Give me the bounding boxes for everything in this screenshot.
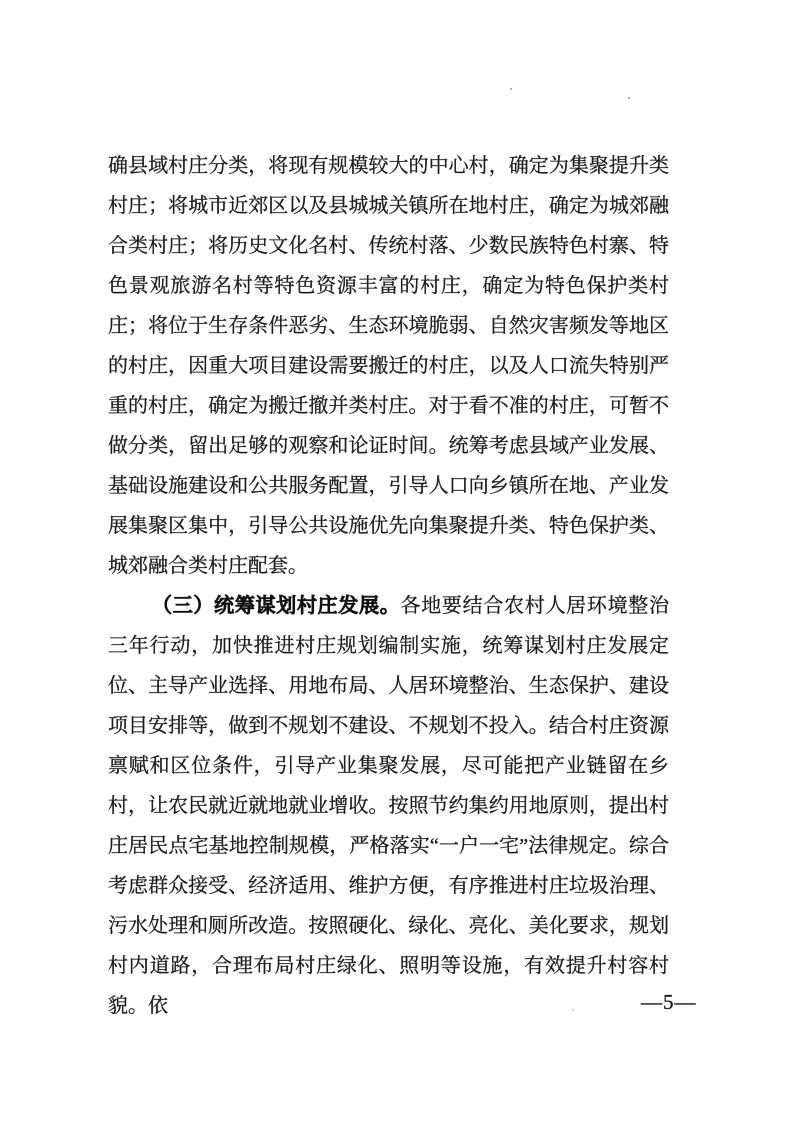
scan-artifact xyxy=(628,97,630,99)
page-number: —5— xyxy=(641,990,697,1014)
scan-artifact xyxy=(510,88,512,90)
section-3-heading: （三）统筹谋划村庄发展。 xyxy=(152,595,401,617)
paragraph-continuation xyxy=(108,146,669,586)
paragraph-continuation-text: 确县域村庄分类，将现有规模较大的中心村，确定为集聚提升类村庄；将城市近郊区以及县城城关镇所在地村庄，确定为城郊融合类村庄；将历史文化名村、传统村落、少数民族特色村寨、特色景观旅游名村等特色资源丰富的村庄，确定为特色保护类村庄；将位于生存条件恶劣、生态环境脆弱、自然灾害频发等地区的村庄，因重大项目建设需要搬迁的村庄，以及人口流失特别严重的村庄，确定为搬迁撤并类村庄。对于看不准的村庄，可暂不做分类，留出足够的观察和论证时间。统筹考虑县域产业发展、基础设施建设和公共服务配置，引导人口向乡镇所在地、产业发展集聚区集中，引导公共设施优先向集聚提升类、特色保护类、城郊融合类村庄配套。 xyxy=(108,155,669,577)
text-block xyxy=(108,146,669,1026)
paragraph-section-3 xyxy=(108,586,669,1026)
paragraph-section-3-text: 各地要结合农村人居环境整治三年行动，加快推进村庄规划编制实施，统筹谋划村庄发展定位、主导产业选择、用地布局、人居环境整治、生态保护、建设项目安排等，做到不规划不建设、不规划不投入。结合村庄资源禀赋和区位条件，引导产业集聚发展，尽可能把产业链留在乡村，让农民就近就地就业增收。按照节约集约用地原则，提出村庄居民点宅基地控制规模，严格落实“一户一宅”法律规定。综合考虑群众接受、经济适用、维护方便，有序推进村庄垃圾治理、污水处理和厕所改造。按照硬化、绿化、亮化、美化要求，规划村内道路，合理布局村庄绿化、照明等设施，有效提升村容村貌。依 xyxy=(108,595,669,1017)
